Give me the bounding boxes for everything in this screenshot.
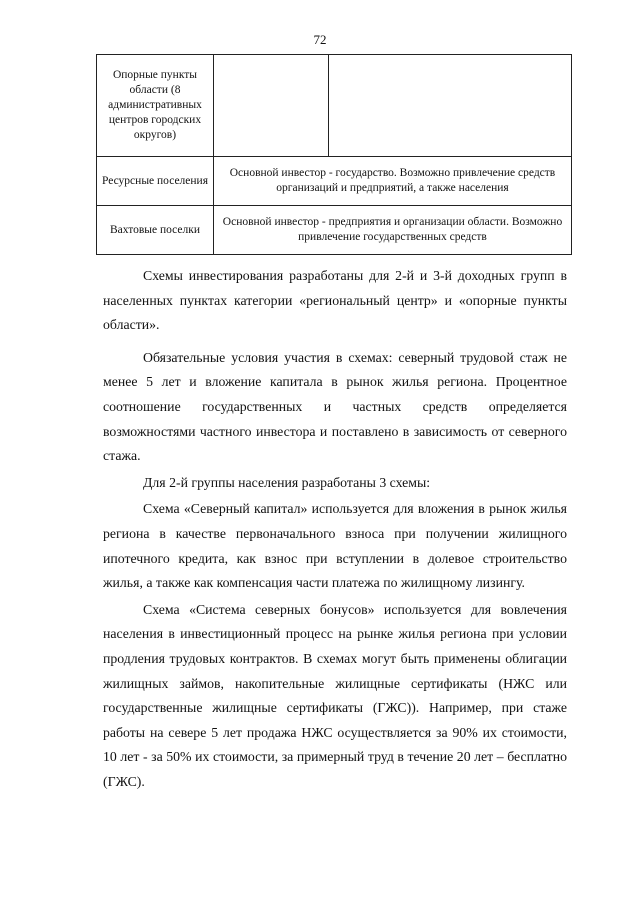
table-row-text (329, 55, 572, 157)
page-number: 72 (313, 32, 327, 47)
table-row-label: Опорные пункты области (8 административных центров городских округов) (97, 55, 214, 157)
table-row-text: Основной инвестор - государство. Возможно привлечение средств организаций и предприятий, а также населения (214, 157, 572, 206)
paragraph: Обязательные условия участия в схемах: северный трудовой стаж не менее 5 лет и вложение капитала в рынок жилья региона. Процентное соотношение государственных и частных средств определяется возможностями частного инвестора и поставлено в зависимость от северного стажа. (103, 349, 567, 464)
body-text (103, 264, 567, 796)
paragraph: Для 2-й группы населения разработаны 3 схемы: (143, 474, 431, 490)
table-row-label: Вахтовые поселки (97, 206, 214, 255)
table-row (97, 55, 572, 157)
investment-table (96, 54, 572, 255)
table-row (97, 157, 572, 206)
table-row (97, 206, 572, 255)
paragraph: Схема «Северный капитал» используется для вложения в рынок жилья региона в качестве первоначального взноса при получении жилищного ипотечного кредита, как взнос при вступлении в долевое строительство жилья, а также как компенсация части платежа по жилищному лизингу. (103, 501, 567, 591)
table-empty-cell (214, 55, 329, 157)
paragraph: Схема «Система северных бонусов» используется для вовлечения населения в инвестиционный процесс на рынке жилья региона при условии продления трудовых контрактов. В схемах могут быть применены облигации жилищных займов, накопительные жилищные сертификаты (НЖС или государственные жилищные сертификаты (ГЖС)). Например, при стаже работы на севере 5 лет продажа НЖС осуществляется за 90% их стоимости, 10 лет - за 50% их стоимости, за примерный труд в течение 20 лет – бесплатно (ГЖС). (103, 601, 567, 789)
paragraph: Схемы инвестирования разработаны для 2-й и 3-й доходных групп в населенных пунктах категории «региональный центр» и «опорные пункты области». (103, 268, 567, 333)
table-row-text: Основной инвестор - предприятия и организации области. Возможно привлечение государственных средств (214, 206, 572, 255)
table-row-label: Ресурсные поселения (97, 157, 214, 206)
